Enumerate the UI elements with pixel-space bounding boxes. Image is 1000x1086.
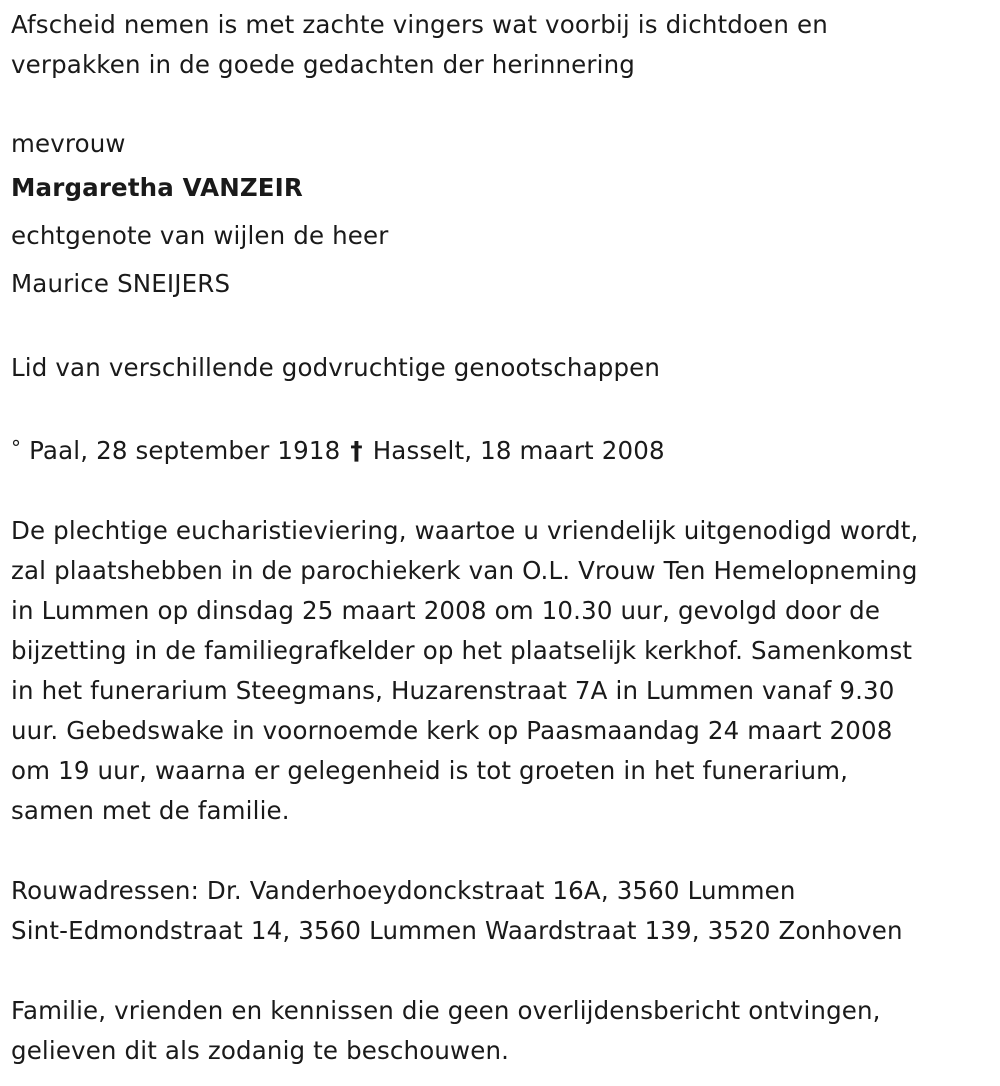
ceremony-paragraph	[11, 511, 996, 831]
spouse-name: Maurice SNEIJERS	[11, 269, 231, 298]
ceremony-line: De plechtige eucharistieviering, waartoe u vriendelijk uitgenodigd wordt,	[11, 516, 919, 545]
ceremony-line: samen met de familie.	[11, 796, 290, 825]
dates-line	[11, 428, 996, 471]
ceremony-line: om 19 uur, waarna er gelegenheid is tot groeten in het funerarium,	[11, 756, 849, 785]
ceremony-line: bijzetting in de familiegrafkelder op het plaatselijk kerkhof. Samenkomst	[11, 636, 913, 665]
address-line: Rouwadressen: Dr. Vanderhoeydonckstraat 16A, 3560 Lummen	[11, 876, 796, 905]
death-date: Hasselt, 18 maart 2008	[372, 436, 665, 465]
closing-line: Familie, vrienden en kennissen die geen overlijdensbericht ontvingen,	[11, 996, 881, 1025]
deceased-name: Margaretha VANZEIR	[11, 173, 303, 202]
quote-block	[11, 5, 996, 85]
ceremony-line: zal plaatshebben in de parochiekerk van O.L. Vrouw Ten Hemelopneming	[11, 556, 918, 585]
quote-line: verpakken in de goede gedachten der herinnering	[11, 50, 635, 79]
birth-symbol: °	[11, 436, 22, 460]
honorific: mevrouw	[11, 129, 126, 158]
closing-line: gelieven dit als zodanig te beschouwen.	[11, 1036, 510, 1065]
ceremony-line: in Lummen op dinsdag 25 maart 2008 om 10.30 uur, gevolgd door de	[11, 596, 881, 625]
quote-line: Afscheid nemen is met zachte vingers wat voorbij is dichtdoen en	[11, 10, 828, 39]
addresses-block	[11, 871, 996, 951]
obituary-document	[11, 0, 996, 1071]
ceremony-line: in het funerarium Steegmans, Huzarenstraat 7A in Lummen vanaf 9.30	[11, 676, 895, 705]
cross-icon: †	[350, 436, 363, 465]
membership-text: Lid van verschillende godvruchtige genootschappen	[11, 353, 661, 382]
relation-text: echtgenote van wijlen de heer	[11, 221, 389, 250]
deceased-block	[11, 124, 996, 308]
address-line: Sint-Edmondstraat 14, 3560 Lummen Waardstraat 139, 3520 Zonhoven	[11, 916, 903, 945]
closing-block	[11, 991, 996, 1071]
ceremony-line: uur. Gebedswake in voornoemde kerk op Paasmaandag 24 maart 2008	[11, 716, 893, 745]
birth-date: Paal, 28 september 1918	[29, 436, 341, 465]
